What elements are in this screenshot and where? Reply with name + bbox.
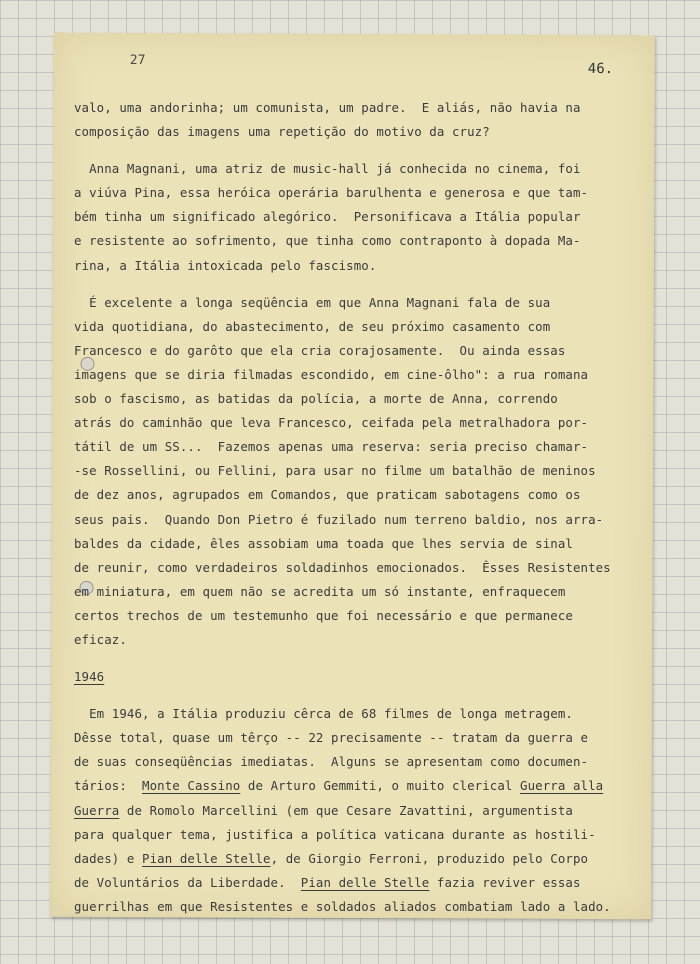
text-span: de Voluntários da Liberdade. bbox=[74, 874, 301, 890]
text-line: composição das imagens uma repetição do motivo da cruz? bbox=[74, 124, 490, 140]
text-span: dades) e bbox=[74, 850, 143, 866]
text-line: de dez anos, agrupados em Comandos, que praticam sabotagens como os bbox=[74, 487, 581, 503]
text-span: , de Giorgio Ferroni, produzido pelo Corpo bbox=[270, 850, 589, 866]
text-span: de Arturo Gemmiti, o muito clerical bbox=[240, 778, 521, 794]
text-line: baldes da cidade, êles assobiam uma toada que lhes servia de sinal bbox=[74, 535, 573, 551]
paragraph-4 bbox=[74, 702, 634, 919]
text-line bbox=[74, 799, 634, 823]
text-line bbox=[74, 871, 634, 895]
text-line: certos trechos de um testemunho que foi necessário e que permanece bbox=[74, 607, 573, 623]
text-line: e resistente ao sofrimento, que tinha como contraponto à dopada Ma- bbox=[74, 233, 581, 249]
text-line: guerrilhas em que Resistentes e soldados aliados combatiam lado a lado. bbox=[74, 898, 611, 914]
text-line: sob o fascismo, as batidas da polícia, a morte de Anna, correndo bbox=[74, 391, 558, 407]
text-line: É excelente a longa seqüência em que Anna Magnani fala de sua bbox=[74, 294, 551, 310]
text-line: vida quotidiana, do abastecimento, de seu próximo casamento com bbox=[74, 318, 551, 334]
text-line: imagens que se diria filmadas escondido, em cine-ôlho": a rua romana bbox=[74, 366, 589, 382]
film-title-pian-delle-stelle-2: Pian delle Stelle bbox=[300, 874, 430, 890]
text-line: Dêsse total, quase um têrço -- 22 precisamente -- tratam da guerra e bbox=[74, 730, 589, 746]
paragraph-3 bbox=[74, 291, 634, 652]
text-span: fazia reviver essas bbox=[429, 874, 581, 890]
paragraph-2 bbox=[74, 157, 634, 277]
text-line: Em 1946, a Itália produziu cêrca de 68 filmes de longa metragem. bbox=[74, 706, 573, 722]
page-number-left: 27 bbox=[129, 53, 146, 69]
text-line: -se Rossellini, ou Fellini, para usar no filme um batalhão de meninos bbox=[74, 463, 596, 479]
text-line: Francesco e do garôto que ela cria corajosamente. Ou ainda essas bbox=[74, 342, 566, 358]
text-line bbox=[74, 774, 634, 798]
film-title-monte-cassino: Monte Cassino bbox=[142, 778, 241, 794]
text-line: valo, uma andorinha; um comunista, um padre. E aliás, não havia na bbox=[74, 100, 581, 115]
text-line: rina, a Itália intoxicada pelo fascismo. bbox=[74, 257, 377, 273]
page-body bbox=[74, 96, 634, 919]
text-line: a viúva Pina, essa heróica operária barulhenta e generosa e que tam- bbox=[74, 185, 589, 201]
text-line: seus pais. Quando Don Pietro é fuzilado num terreno baldio, nos arra- bbox=[74, 511, 604, 527]
text-line: de reunir, como verdadeiros soldadinhos emocionados. Êsses Resistentes bbox=[74, 559, 611, 575]
text-line: atrás do caminhão que leva Francesco, ceifada pela metralhadora por- bbox=[74, 415, 589, 431]
text-line: tátil de um SS... Fazemos apenas uma reserva: seria preciso chamar- bbox=[74, 439, 589, 455]
text-line: de suas conseqüências imediatas. Alguns se apresentam como documen- bbox=[74, 754, 589, 770]
section-heading: 1946 bbox=[74, 669, 105, 685]
text-line: bém tinha um significado alegórico. Personificava a Itália popular bbox=[74, 209, 581, 225]
text-line: para qualquer tema, justifica a política vaticana durante as hostili- bbox=[74, 826, 596, 842]
page-number-right: 46. bbox=[587, 61, 614, 78]
text-span: tários: bbox=[74, 778, 143, 794]
paragraph-1 bbox=[74, 96, 634, 144]
film-title-pian-delle-stelle: Pian delle Stelle bbox=[142, 850, 271, 866]
film-title-guerra: Guerra bbox=[74, 802, 120, 818]
text-line: em miniatura, em quem não se acredita um só instante, enfraquecem bbox=[74, 583, 566, 599]
text-line: Anna Magnani, uma atriz de music-hall já conhecida no cinema, foi bbox=[74, 161, 581, 177]
film-title-guerra-alla: Guerra alla bbox=[520, 778, 604, 794]
text-line: eficaz. bbox=[74, 631, 127, 647]
text-span: de Romolo Marcellini (em que Cesare Zavattini, argumentista bbox=[119, 802, 573, 818]
text-line bbox=[74, 847, 634, 871]
